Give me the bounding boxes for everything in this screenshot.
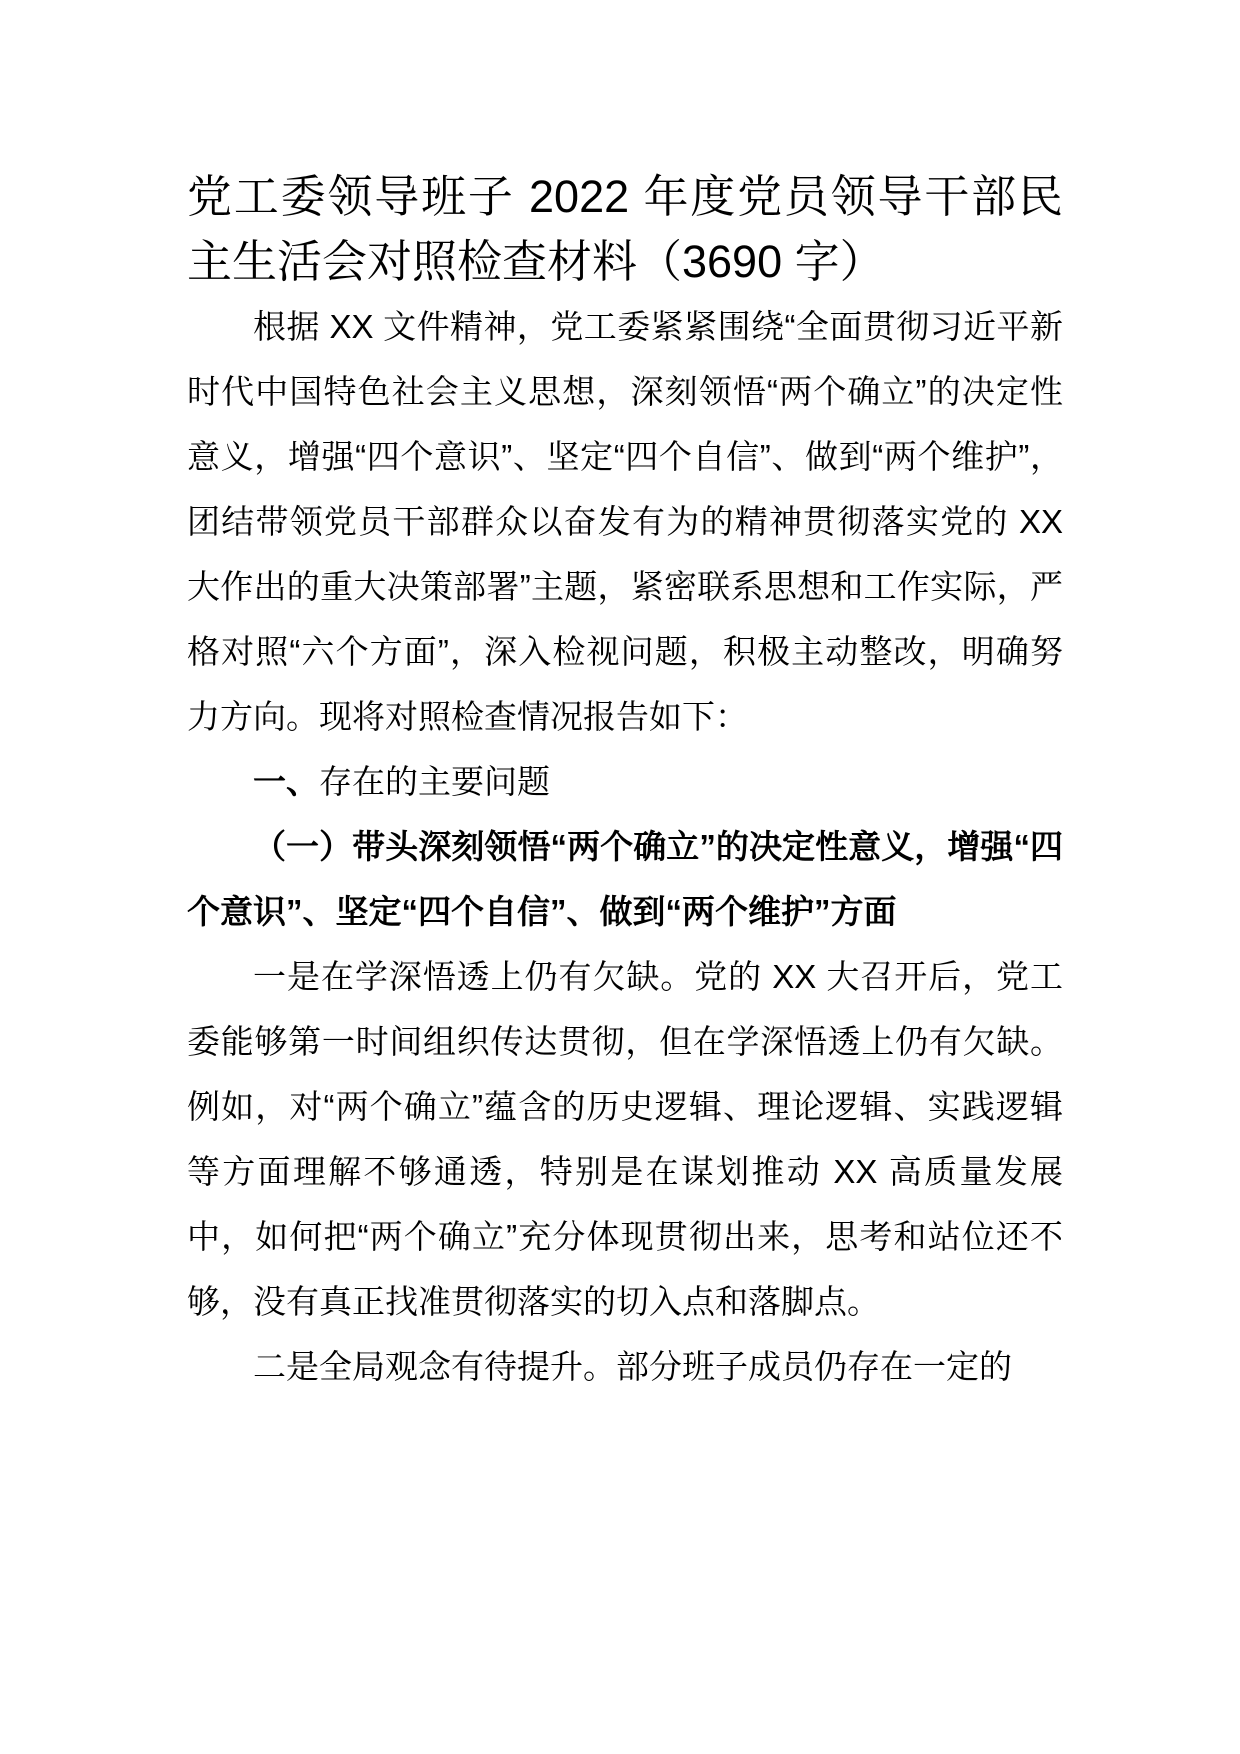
section-1-number: 一、: [253, 763, 319, 800]
document-title: 党工委领导班子 2022 年度党员领导干部民主生活会对照检查材料（3690 字）: [187, 171, 1063, 287]
body-paragraph-2: 二是全局观念有待提升。部分班子成员仍存在一定的: [253, 1348, 1012, 1385]
section-1-title: 存在的主要问题: [319, 763, 550, 800]
intro-paragraph: 根据 XX 文件精神，党工委紧紧围绕“全面贯彻习近平新时代中国特色社会主义思想，深刻领悟“两个确立”的决定性意义，增强“四个意识”、坚定“四个自信”、做到“两个维护”，团结带领党员干部群众以奋发有为的精神贯彻落实党的 XX 大作出的重大决策部署”主题，紧密联系思想和工作实际，严格对照“六个方面”，深入检视问题，积极主动整改，明确努力方向。现将对照检查情况报告如下：: [187, 308, 1063, 735]
subsection-1-heading: （一）带头深刻领悟“两个确立”的决定性意义，增强“四个意识”、坚定“四个自信”、做到“两个维护”方面: [187, 828, 1063, 930]
section-1-heading: [187, 749, 1063, 814]
body-paragraph-1: 一是在学深悟透上仍有欠缺。党的 XX 大召开后，党工委能够第一时间组织传达贯彻，但在学深悟透上仍有欠缺。例如，对“两个确立”蕴含的历史逻辑、理论逻辑、实践逻辑等方面理解不够通透，特别是在谋划推动 XX 高质量发展中，如何把“两个确立”充分体现贯彻出来，思考和站位还不够，没有真正找准贯彻落实的切入点和落脚点。: [187, 958, 1063, 1320]
